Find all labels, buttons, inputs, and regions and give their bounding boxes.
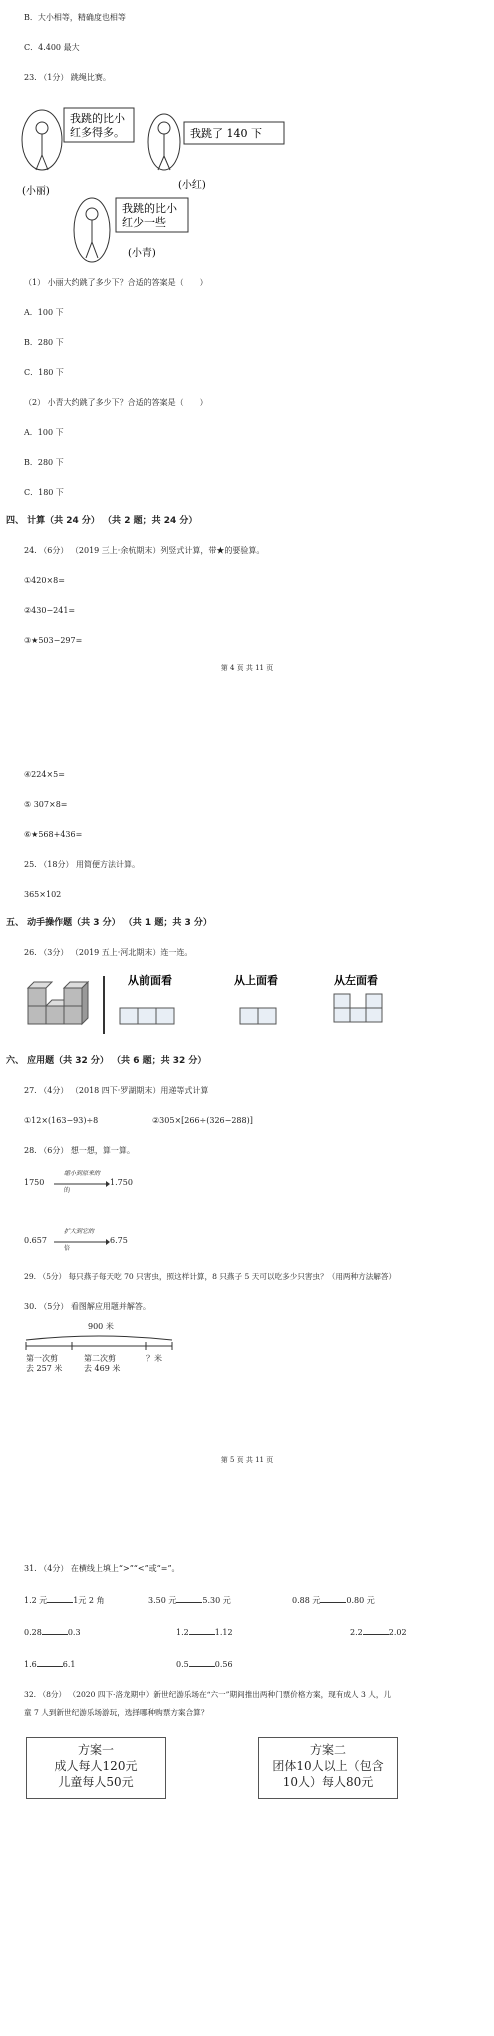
jump-rope-illustration — [14, 100, 294, 278]
page-footer-5: 第 5 页 共 11 页 — [220, 1456, 274, 1464]
plan-2-price: 10人）每人80元 — [282, 1775, 374, 1789]
q30-first-2: 去 257 米 — [26, 1364, 63, 1373]
bubble-li-2: 红多得多。 — [70, 126, 125, 139]
bubble-qing-1: 我跳的比小 — [122, 202, 177, 215]
q27-a: ①12×(163−93)÷8 — [24, 1116, 99, 1125]
q31-r2c1: 0.28 0.3 — [24, 1628, 81, 1637]
q23-sub1-opt-b: B．280 下 — [24, 338, 64, 347]
plan-2-group: 团体10人以上（包含 — [272, 1759, 384, 1773]
q31-r1c2: 3.50 元 5.30 元 — [148, 1596, 231, 1605]
q31-r2c3: 2.2 2.02 — [350, 1628, 407, 1637]
section-5-title: 五、 动手操作题（共 3 分） （共 1 题；共 3 分） — [6, 918, 212, 928]
q28-a-right: 1.750 — [110, 1178, 133, 1187]
q24-item-6: ⑥★568+436= — [24, 830, 83, 839]
q27-b: ②305×[266÷(326−288)] — [152, 1116, 253, 1125]
q23-sub1-opt-a: A．100 下 — [24, 308, 64, 317]
q28-b-arrow-icon — [54, 1239, 110, 1245]
question-23: 23. （1分） 跳绳比赛。 — [24, 73, 111, 82]
q24-item-5: ⑤ 307×8= — [24, 800, 68, 809]
question-30: 30. （5分） 看图解应用题并解答。 — [24, 1302, 151, 1311]
bubble-li-1: 我跳的比小 — [70, 112, 125, 125]
q31-r1c1: 1.2 元 1元 2 角 — [24, 1596, 105, 1605]
question-32-line2: 童 7 人到新世纪游乐场游玩，选择哪种购票方案合算？ — [24, 1708, 209, 1717]
q24-item-1: ①420×8= — [24, 576, 65, 585]
view-matching-figure — [20, 970, 420, 1040]
plan-2-box — [258, 1737, 398, 1799]
jump-rope-figure — [14, 100, 294, 278]
view-matching-svg — [20, 970, 420, 1040]
plan-2-title: 方案二 — [309, 1743, 346, 1757]
view-left-label: 从左面看 — [334, 974, 378, 987]
q28-b-blank: 倍 — [64, 1245, 71, 1252]
name-li: (小丽) — [22, 186, 50, 197]
q23-sub2: （2） 小青大约跳了多少下？合适的答案是（ ） — [24, 398, 208, 407]
page-footer-4: 第 4 页 共 11 页 — [220, 664, 274, 672]
question-31: 31. （4分） 在横线上填上“>”“<”或“=”。 — [24, 1564, 180, 1573]
girl-xiaohong-icon — [148, 114, 180, 170]
q30-segment-diagram — [24, 1322, 184, 1382]
plan-1-child: 儿童每人50元 — [58, 1775, 134, 1789]
q24-item-4: ④224×5= — [24, 770, 65, 779]
q31-r2c2: 1.2 1.12 — [176, 1628, 233, 1637]
q28-a-left: 1750 — [24, 1178, 45, 1187]
girl-xiaoli-icon — [22, 110, 62, 170]
q31-r3c1: 1.6 6.1 — [24, 1660, 76, 1669]
question-25: 25. （18分） 用简便方法计算。 — [24, 860, 140, 869]
section-4-title: 四、 计算（共 24 分） （共 2 题；共 24 分） — [6, 516, 198, 526]
q31-r3c2: 0.5 0.56 — [176, 1660, 233, 1669]
q30-first-1: 第一次剪 — [26, 1354, 58, 1363]
name-qing: (小青) — [128, 248, 156, 259]
bubble-hong: 我跳了 140 下 — [190, 127, 262, 140]
question-24: 24. （6分） （2019 三上·余杭期末）列竖式计算，带★的要验算。 — [24, 546, 265, 555]
q24-item-2: ②430−241= — [24, 606, 76, 615]
plan-1-adult: 成人每人120元 — [54, 1759, 138, 1773]
q24-item-3: ③★503−297= — [24, 636, 83, 645]
boy-xiaoqing-icon — [74, 198, 110, 262]
q30-second-2: 去 469 米 — [84, 1364, 121, 1373]
q28-a-blank: 的 — [64, 1187, 71, 1194]
q30-second-1: 第二次剪 — [84, 1354, 116, 1363]
question-28: 28. （6分） 想一想，算一算。 — [24, 1146, 135, 1155]
q28-b-right: 6.75 — [110, 1236, 128, 1245]
q28-b-left: 0.657 — [24, 1236, 47, 1245]
question-32-line1: 32. （8分） （2020 四下·洛龙期中）新世纪游乐场在“六一”期间推出两种门票价格方案，现有成人 3 人，儿 — [24, 1690, 392, 1699]
q30-segment-svg — [24, 1332, 174, 1352]
plan-1-title: 方案一 — [77, 1743, 114, 1757]
question-26: 26. （3分） （2019 五上·河北期末）连一连。 — [24, 948, 193, 957]
q23-sub1: （1） 小丽大约跳了多少下？合适的答案是（ ） — [24, 278, 208, 287]
option-b: B．大小相等，精确度也相等 — [24, 13, 126, 22]
q28-a-arrow-label: 缩小到原来的 — [64, 1170, 101, 1177]
question-29: 29. （5分） 每只燕子每天吃 70 只害虫，照这样计算，8 只燕子 5 天可以吃多少只害虫？（用两种方法解答） — [24, 1272, 397, 1281]
name-hong: (小红) — [178, 180, 206, 191]
view-left-shape — [334, 994, 382, 1022]
q28-b-arrow-label: 扩大到它的 — [64, 1228, 95, 1235]
q30-rest: ？米 — [146, 1354, 162, 1363]
q28-b-figure — [24, 1228, 144, 1256]
option-c: C．4.400 最大 — [24, 43, 80, 52]
question-27: 27. （4分） （2018 四下·罗湖期末）用递等式计算 — [24, 1086, 209, 1095]
q25-expression: 365×102 — [24, 890, 62, 899]
view-top-shape — [240, 1008, 276, 1024]
view-top-label: 从上面看 — [234, 974, 278, 987]
q23-sub2-opt-c: C．180 下 — [24, 488, 64, 497]
q28-a-arrow-icon — [54, 1181, 110, 1187]
q23-sub2-opt-a: A．100 下 — [24, 428, 64, 437]
q28-a-figure — [24, 1170, 144, 1198]
q23-sub2-opt-b: B．280 下 — [24, 458, 64, 467]
view-front-label: 从前面看 — [128, 974, 172, 987]
plan-1-box — [26, 1737, 166, 1799]
bubble-qing-2: 红少一些 — [122, 216, 166, 229]
q31-r1c3: 0.88 元 0.80 元 — [292, 1596, 375, 1605]
q23-sub1-opt-c: C．180 下 — [24, 368, 64, 377]
view-front-shape — [120, 1008, 174, 1024]
cube-stack-icon — [28, 982, 88, 1024]
section-6-title: 六、 应用题（共 32 分） （共 6 题；共 32 分） — [6, 1056, 207, 1066]
q30-total: 900 米 — [88, 1322, 114, 1331]
